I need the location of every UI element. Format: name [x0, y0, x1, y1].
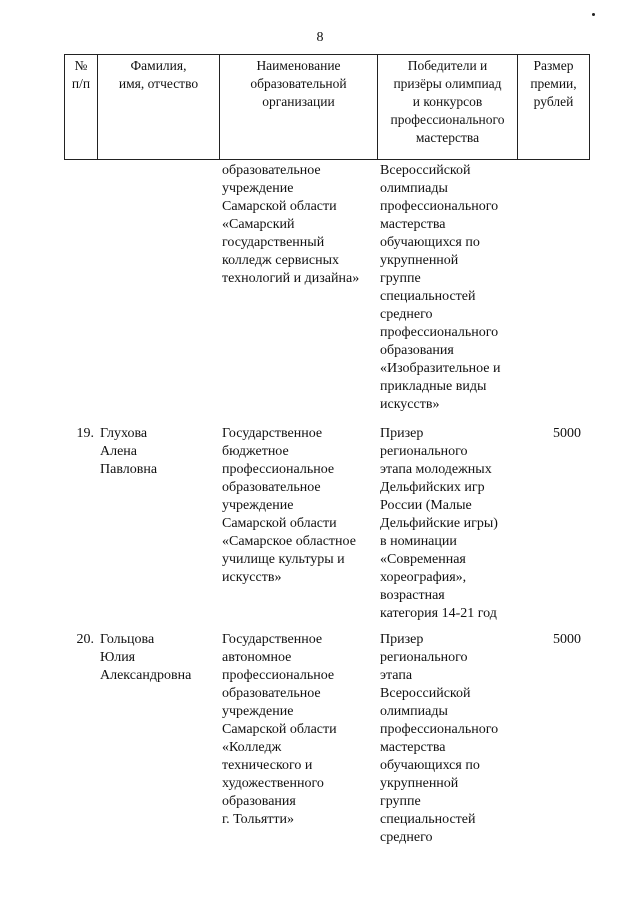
table-row-continuation	[64, 162, 589, 414]
row-number: 19.	[76, 426, 94, 441]
row-number: 20.	[76, 632, 94, 647]
table-row	[64, 631, 589, 847]
table-row	[64, 425, 589, 623]
page-number: 8	[316, 30, 324, 45]
row-org: Государственное бюджетное профессиональное образовательное учреждение Самарской области «Самарское областное училище культуры и искусств»	[222, 426, 356, 585]
row-name: Гольцова Юлия Александровна	[100, 632, 192, 683]
continuation-org: образовательное учреждение Самарской области «Самарский государственный колледж сервисных технологий и дизайна»	[222, 163, 360, 286]
row-org: Государственное автономное профессиональное образовательное учреждение Самарской области «Колледж технического и художественного образования г. Тольятти»	[222, 632, 337, 827]
table-header	[64, 54, 590, 160]
header-name: Фамилия, имя, отчество	[98, 55, 220, 160]
row-prize: 5000	[553, 426, 581, 441]
row-name: Глухова Алена Павловна	[100, 426, 158, 477]
header-winners: Победители и призёры олимпиад и конкурсов профессионального мастерства	[378, 55, 518, 160]
row-achievement: Призер регионального этапа молодежных Дельфийских игр России (Малые Дельфийские игры) в номинации «Современная хореография», возрастная категория 14-21 год	[380, 426, 498, 621]
header-num: № п/п	[65, 55, 98, 160]
row-prize: 5000	[553, 632, 581, 647]
scan-speck	[592, 13, 595, 16]
continuation-achievement: Всероссийской олимпиады профессионального мастерства обучающихся по укрупненной группе специальностей среднего профессионального образования «Изобразительное и прикладные виды искусств»	[380, 163, 501, 412]
header-prize: Размер премии, рублей	[518, 55, 590, 160]
header-org: Наименование образовательной организации	[220, 55, 378, 160]
row-achievement: Призер регионального этапа Всероссийской олимпиады профессионального мастерства обучающихся по укрупненной группе специальностей среднего	[380, 632, 499, 845]
